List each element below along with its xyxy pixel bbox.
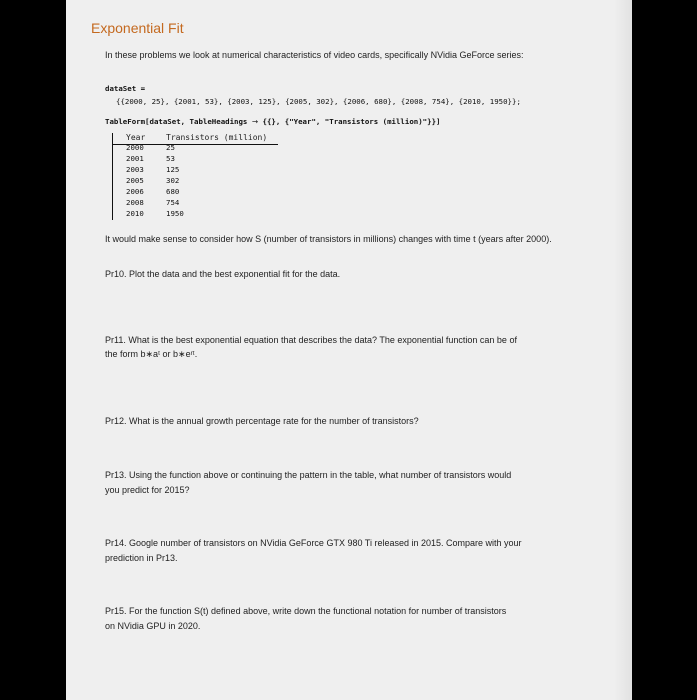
table-cell: 2003 <box>126 165 144 174</box>
consider-paragraph: It would make sense to consider how S (number of transistors in millions) changes with time t (years after 2000). <box>105 234 552 244</box>
year-column <box>126 133 145 219</box>
code-dataset-label: dataSet = <box>105 84 146 93</box>
page-title: Exponential Fit <box>91 20 184 36</box>
table-cell: 1950 <box>166 209 184 218</box>
table-cell: 53 <box>166 154 175 163</box>
year-header: Year <box>126 133 146 142</box>
transistors-column <box>166 133 267 219</box>
code-dataset-values: {{2000, 25}, {2001, 53}, {2003, 125}, {2005, 302}, {2006, 680}, {2008, 754}, {2010, 1950}}; <box>116 97 521 106</box>
problem-pr11-formula: the form b∗aᵗ or b∗eʳᵗ. <box>105 349 198 359</box>
arrow-symbol: → <box>251 117 259 126</box>
table-cell: 2006 <box>126 187 144 196</box>
table-cell: 125 <box>166 165 180 174</box>
problem-pr10: Pr10. Plot the data and the best exponential fit for the data. <box>105 269 341 279</box>
transistors-header: Transistors (million) <box>166 133 268 142</box>
problem-pr14-cont: prediction in Pr13. <box>105 553 178 563</box>
table-cell: 302 <box>166 176 180 185</box>
code-tableform-headings: {{}, {"Year", "Transistors (million)"}}] <box>262 117 441 126</box>
table-cell: 25 <box>166 143 175 152</box>
table-cell: 2005 <box>126 176 144 185</box>
table-cell: 2008 <box>126 198 144 207</box>
table-cell: 2001 <box>126 154 144 163</box>
problem-pr15: Pr15. For the function S(t) defined above, write down the functional notation for number of transistors <box>105 606 507 616</box>
document-page <box>66 0 632 700</box>
problem-pr13: Pr13. Using the function above or continuing the pattern in the table, what number of transistors would <box>105 470 512 480</box>
problem-pr15-cont: on NVidia GPU in 2020. <box>105 621 201 631</box>
problem-pr13-cont: you predict for 2015? <box>105 485 190 495</box>
table-cell: 2010 <box>126 209 144 218</box>
code-tableform-call: TableForm[dataSet, TableHeadings <box>105 117 248 126</box>
table-cell: 754 <box>166 198 180 207</box>
table-vertical-rule <box>112 133 113 220</box>
table-cell: 2000 <box>126 143 144 152</box>
problem-pr14: Pr14. Google number of transistors on NVidia GeForce GTX 980 Ti released in 2015. Compare with your <box>105 538 522 548</box>
problem-pr12: Pr12. What is the annual growth percentage rate for the number of transistors? <box>105 416 419 426</box>
code-tableform-line <box>105 117 440 126</box>
problem-pr11: Pr11. What is the best exponential equation that describes the data? The exponential function can be of <box>105 335 517 345</box>
table-cell: 680 <box>166 187 180 196</box>
intro-text: In these problems we look at numerical characteristics of video cards, specifically NVidia GeForce series: <box>105 50 524 60</box>
